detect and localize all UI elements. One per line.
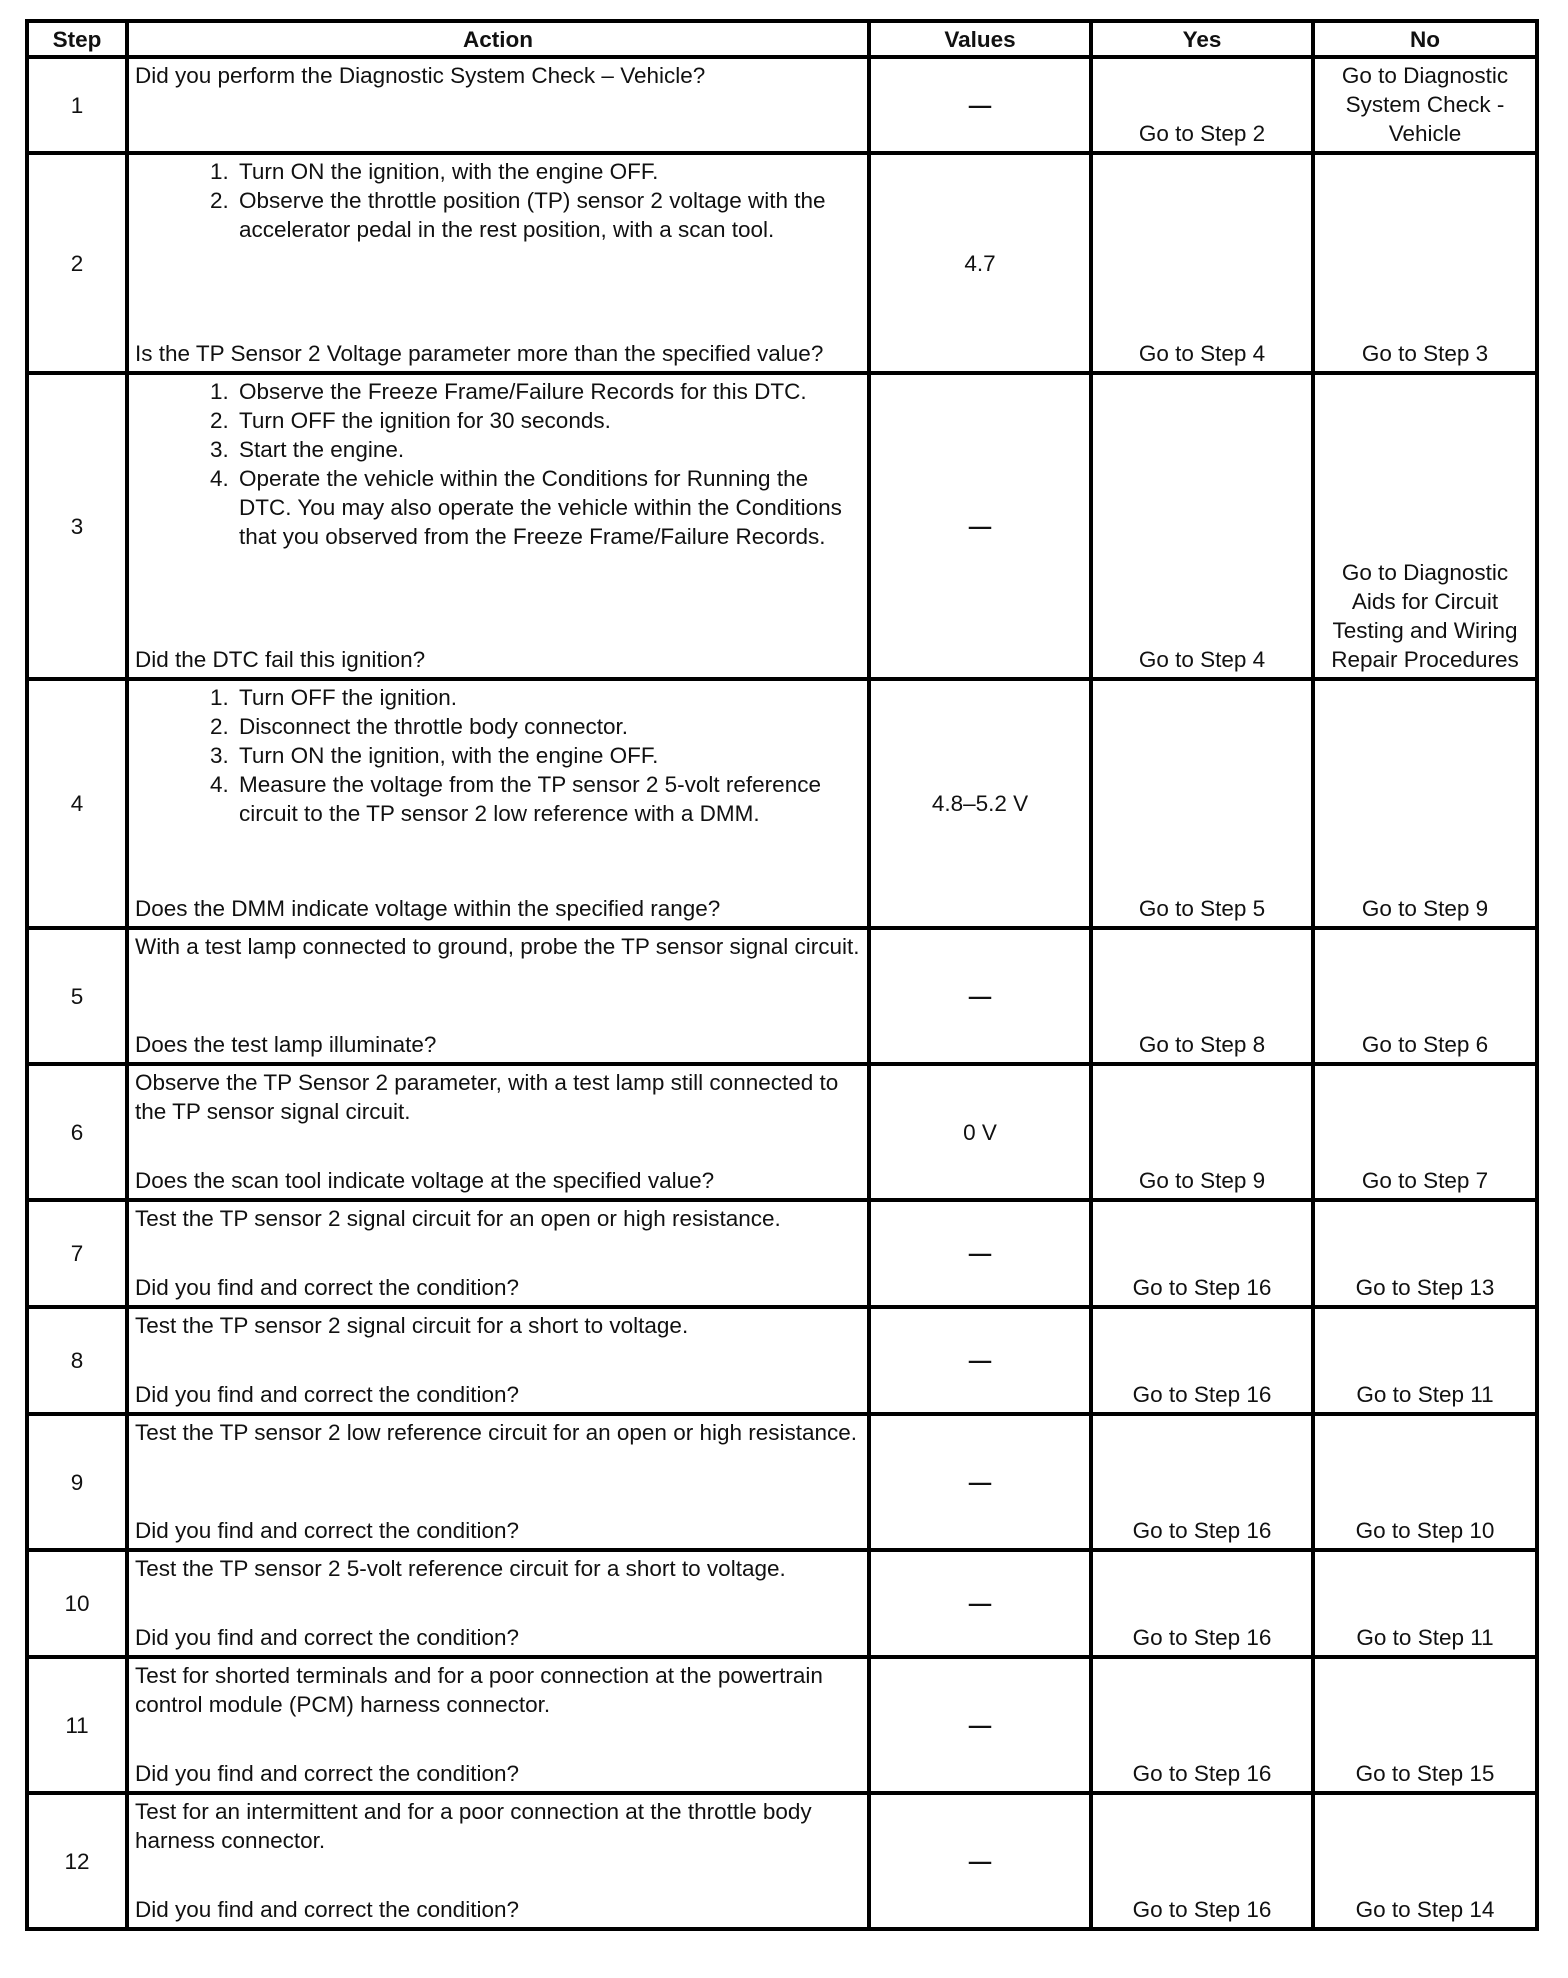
no-cell bbox=[1313, 1657, 1537, 1793]
table-row bbox=[27, 1307, 1537, 1414]
no-cell bbox=[1313, 1793, 1537, 1929]
action-cell bbox=[127, 1793, 869, 1929]
no-cell bbox=[1313, 1307, 1537, 1414]
no-link: Go to Diagnostic Aids for Circuit Testing and Wiring Repair Procedures bbox=[1331, 560, 1519, 672]
values-cell: 4.7 bbox=[869, 153, 1091, 373]
no-link: Go to Step 15 bbox=[1355, 1761, 1495, 1786]
action-step-item: 2. Observe the throttle position (TP) sensor 2 voltage with the accelerator pedal in the rest position, with a scan tool. bbox=[235, 186, 861, 244]
action-question: Does the scan tool indicate voltage at the specified value? bbox=[135, 1168, 715, 1193]
action-cell bbox=[127, 373, 869, 679]
action-cell bbox=[127, 153, 869, 373]
header-step: Step bbox=[27, 21, 127, 57]
action-instruction-text: Observe the TP Sensor 2 parameter, with a test lamp still connected to the TP sensor signal circuit. bbox=[135, 1070, 839, 1124]
action-instructions bbox=[135, 157, 861, 244]
step-number: 1 bbox=[27, 57, 127, 153]
values-cell: 4.8–5.2 V bbox=[869, 679, 1091, 928]
table-row bbox=[27, 57, 1537, 153]
step-number: 3 bbox=[27, 373, 127, 679]
action-content bbox=[135, 1311, 861, 1409]
yes-cell bbox=[1091, 1307, 1313, 1414]
table-row bbox=[27, 928, 1537, 1064]
table-row bbox=[27, 1657, 1537, 1793]
action-question: Did you find and correct the condition? bbox=[135, 1518, 519, 1543]
header-yes: Yes bbox=[1091, 21, 1313, 57]
action-step-list bbox=[135, 683, 861, 828]
values-cell: — bbox=[869, 1307, 1091, 1414]
yes-link: Go to Step 4 bbox=[1138, 647, 1266, 672]
values-cell: — bbox=[869, 928, 1091, 1064]
action-content bbox=[135, 1068, 861, 1195]
no-link: Go to Step 6 bbox=[1361, 1032, 1489, 1057]
action-question: Did you find and correct the condition? bbox=[135, 1275, 519, 1300]
action-cell bbox=[127, 679, 869, 928]
action-instruction-text: Test the TP sensor 2 low reference circuit for an open or high resistance. bbox=[135, 1420, 858, 1445]
action-instruction-text: Did you perform the Diagnostic System Check – Vehicle? bbox=[135, 63, 706, 88]
yes-link: Go to Step 2 bbox=[1138, 121, 1266, 146]
yes-cell bbox=[1091, 928, 1313, 1064]
no-cell bbox=[1313, 373, 1537, 679]
yes-link: Go to Step 16 bbox=[1132, 1625, 1272, 1650]
step-number: 11 bbox=[27, 1657, 127, 1793]
diagnostic-table-sheet bbox=[25, 19, 1535, 1931]
action-step-item: 3. Start the engine. bbox=[235, 435, 861, 464]
step-number: 7 bbox=[27, 1200, 127, 1307]
action-step-item: 1. Turn OFF the ignition. bbox=[235, 683, 861, 712]
step-number: 5 bbox=[27, 928, 127, 1064]
action-cell bbox=[127, 1200, 869, 1307]
no-cell bbox=[1313, 1200, 1537, 1307]
no-cell bbox=[1313, 1414, 1537, 1550]
table-row bbox=[27, 1550, 1537, 1657]
no-link: Go to Step 3 bbox=[1361, 341, 1489, 366]
values-cell: — bbox=[869, 1200, 1091, 1307]
values-cell: — bbox=[869, 373, 1091, 679]
yes-link: Go to Step 16 bbox=[1132, 1382, 1272, 1407]
action-content bbox=[135, 61, 861, 148]
no-link: Go to Step 13 bbox=[1355, 1275, 1495, 1300]
yes-link: Go to Step 16 bbox=[1132, 1897, 1272, 1922]
action-content bbox=[135, 157, 861, 368]
action-question: Did you find and correct the condition? bbox=[135, 1897, 519, 1922]
action-step-item: 1. Turn ON the ignition, with the engine OFF. bbox=[235, 157, 861, 186]
action-question: Does the DMM indicate voltage within the specified range? bbox=[135, 896, 721, 921]
action-instructions bbox=[135, 683, 861, 828]
no-link: Go to Diagnostic System Check - Vehicle bbox=[1341, 63, 1509, 146]
action-instructions bbox=[135, 1311, 861, 1340]
table-row bbox=[27, 153, 1537, 373]
action-content bbox=[135, 1418, 861, 1545]
values-cell: — bbox=[869, 1793, 1091, 1929]
action-instructions bbox=[135, 1418, 861, 1447]
step-number: 4 bbox=[27, 679, 127, 928]
action-instruction-text: With a test lamp connected to ground, probe the TP sensor signal circuit. bbox=[135, 934, 860, 959]
yes-cell bbox=[1091, 1550, 1313, 1657]
action-question: Is the TP Sensor 2 Voltage parameter more than the specified value? bbox=[135, 341, 824, 366]
no-link: Go to Step 10 bbox=[1355, 1518, 1495, 1543]
action-content bbox=[135, 683, 861, 923]
action-cell bbox=[127, 1657, 869, 1793]
no-cell bbox=[1313, 1064, 1537, 1200]
action-instructions bbox=[135, 61, 861, 90]
no-link: Go to Step 7 bbox=[1361, 1168, 1489, 1193]
action-content bbox=[135, 1204, 861, 1302]
action-instructions bbox=[135, 932, 861, 961]
action-question: Did you find and correct the condition? bbox=[135, 1625, 519, 1650]
action-instruction-text: Test for shorted terminals and for a poor connection at the powertrain control module (PCM) harness connector. bbox=[135, 1663, 823, 1717]
yes-cell bbox=[1091, 1793, 1313, 1929]
table-body bbox=[27, 57, 1537, 1929]
table-row bbox=[27, 1200, 1537, 1307]
action-cell bbox=[127, 57, 869, 153]
action-instructions bbox=[135, 1797, 861, 1855]
yes-link: Go to Step 8 bbox=[1138, 1032, 1266, 1057]
no-cell bbox=[1313, 679, 1537, 928]
step-number: 9 bbox=[27, 1414, 127, 1550]
action-cell bbox=[127, 1064, 869, 1200]
action-instructions bbox=[135, 1661, 861, 1719]
yes-cell bbox=[1091, 1657, 1313, 1793]
action-step-item: 2. Turn OFF the ignition for 30 seconds. bbox=[235, 406, 861, 435]
action-cell bbox=[127, 928, 869, 1064]
action-content bbox=[135, 1554, 861, 1652]
values-cell: 0 V bbox=[869, 1064, 1091, 1200]
no-link: Go to Step 14 bbox=[1355, 1897, 1495, 1922]
table-row bbox=[27, 679, 1537, 928]
action-instructions bbox=[135, 1554, 861, 1583]
no-cell bbox=[1313, 1550, 1537, 1657]
no-cell bbox=[1313, 153, 1537, 373]
yes-cell bbox=[1091, 1064, 1313, 1200]
header-values: Values bbox=[869, 21, 1091, 57]
action-question: Did you find and correct the condition? bbox=[135, 1761, 519, 1786]
action-instruction-text: Test the TP sensor 2 signal circuit for a short to voltage. bbox=[135, 1313, 689, 1338]
yes-cell bbox=[1091, 1414, 1313, 1550]
action-step-item: 4. Measure the voltage from the TP sensor 2 5-volt reference circuit to the TP sensor 2 low reference with a DMM. bbox=[235, 770, 861, 828]
action-cell bbox=[127, 1550, 869, 1657]
no-cell bbox=[1313, 57, 1537, 153]
step-number: 12 bbox=[27, 1793, 127, 1929]
table-row bbox=[27, 1793, 1537, 1929]
action-instructions bbox=[135, 1068, 861, 1126]
no-link: Go to Step 11 bbox=[1356, 1382, 1494, 1407]
values-cell: — bbox=[869, 1414, 1091, 1550]
no-cell bbox=[1313, 928, 1537, 1064]
action-content bbox=[135, 1661, 861, 1788]
yes-cell bbox=[1091, 1200, 1313, 1307]
step-number: 6 bbox=[27, 1064, 127, 1200]
values-cell: — bbox=[869, 1550, 1091, 1657]
table-row bbox=[27, 373, 1537, 679]
action-instruction-text: Test the TP sensor 2 signal circuit for an open or high resistance. bbox=[135, 1206, 781, 1231]
header-no: No bbox=[1313, 21, 1537, 57]
action-cell bbox=[127, 1307, 869, 1414]
action-instructions bbox=[135, 1204, 861, 1233]
yes-link: Go to Step 16 bbox=[1132, 1275, 1272, 1300]
action-step-list bbox=[135, 157, 861, 244]
action-question: Did you find and correct the condition? bbox=[135, 1382, 519, 1407]
step-number: 10 bbox=[27, 1550, 127, 1657]
header-action: Action bbox=[127, 21, 869, 57]
yes-cell bbox=[1091, 679, 1313, 928]
no-link: Go to Step 9 bbox=[1361, 896, 1489, 921]
action-step-list bbox=[135, 377, 861, 551]
table-row bbox=[27, 1064, 1537, 1200]
yes-link: Go to Step 16 bbox=[1132, 1518, 1272, 1543]
table-header-row bbox=[27, 21, 1537, 57]
action-step-item: 1. Observe the Freeze Frame/Failure Records for this DTC. bbox=[235, 377, 861, 406]
action-content bbox=[135, 377, 861, 674]
action-instruction-text: Test for an intermittent and for a poor connection at the throttle body harness connector. bbox=[135, 1799, 812, 1853]
step-number: 8 bbox=[27, 1307, 127, 1414]
diagnostic-table bbox=[25, 19, 1539, 1931]
yes-link: Go to Step 16 bbox=[1132, 1761, 1272, 1786]
action-question: Does the test lamp illuminate? bbox=[135, 1032, 437, 1057]
action-content bbox=[135, 932, 861, 1059]
action-step-item: 3. Turn ON the ignition, with the engine OFF. bbox=[235, 741, 861, 770]
yes-link: Go to Step 9 bbox=[1138, 1168, 1266, 1193]
action-step-item: 4. Operate the vehicle within the Conditions for Running the DTC. You may also operate the vehicle within the Conditions that you observed from the Freeze Frame/Failure Records. bbox=[235, 464, 861, 551]
action-cell bbox=[127, 1414, 869, 1550]
no-link: Go to Step 11 bbox=[1356, 1625, 1494, 1650]
yes-link: Go to Step 4 bbox=[1138, 341, 1266, 366]
action-instructions bbox=[135, 377, 861, 551]
table-row bbox=[27, 1414, 1537, 1550]
action-content bbox=[135, 1797, 861, 1924]
action-step-item: 2. Disconnect the throttle body connector. bbox=[235, 712, 861, 741]
step-number: 2 bbox=[27, 153, 127, 373]
yes-link: Go to Step 5 bbox=[1138, 896, 1266, 921]
values-cell: — bbox=[869, 1657, 1091, 1793]
yes-cell bbox=[1091, 153, 1313, 373]
values-cell: — bbox=[869, 57, 1091, 153]
yes-cell bbox=[1091, 57, 1313, 153]
action-instruction-text: Test the TP sensor 2 5-volt reference circuit for a short to voltage. bbox=[135, 1556, 786, 1581]
action-question: Did the DTC fail this ignition? bbox=[135, 647, 426, 672]
yes-cell bbox=[1091, 373, 1313, 679]
